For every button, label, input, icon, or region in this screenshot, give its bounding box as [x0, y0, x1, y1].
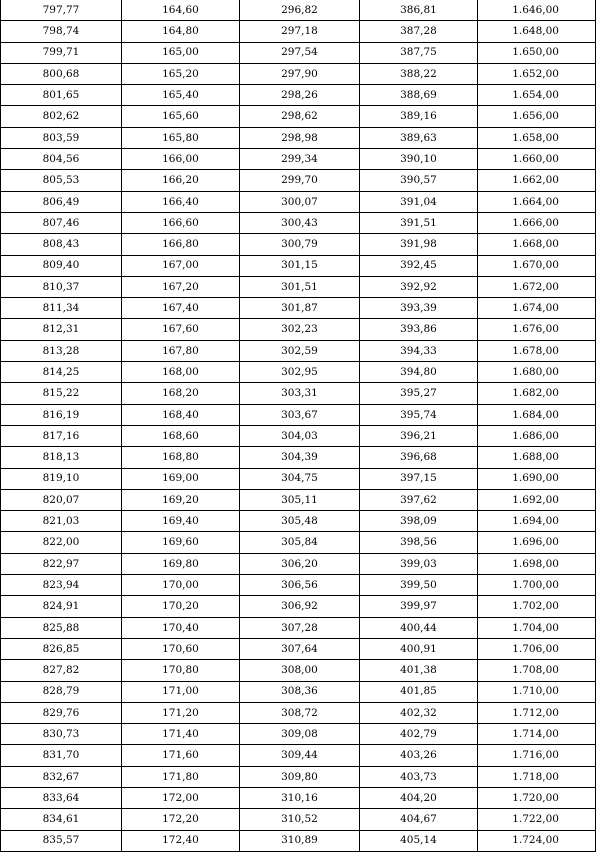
- table-cell: 815,22: [1, 383, 122, 404]
- table-cell: 391,04: [360, 191, 478, 212]
- table-cell: 1.690,00: [478, 468, 596, 489]
- table-cell: 1.680,00: [478, 362, 596, 383]
- table-row: [1, 830, 596, 851]
- table-cell: 1.716,00: [478, 745, 596, 766]
- table-cell: 304,03: [240, 425, 360, 446]
- table-cell: 310,16: [240, 787, 360, 808]
- table-cell: 1.668,00: [478, 234, 596, 255]
- table-cell: 171,00: [122, 681, 240, 702]
- table-body: [1, 0, 596, 851]
- table-cell: 833,64: [1, 787, 122, 808]
- table-cell: 168,20: [122, 383, 240, 404]
- table-cell: 798,74: [1, 21, 122, 42]
- table-cell: 826,85: [1, 638, 122, 659]
- table-cell: 1.702,00: [478, 596, 596, 617]
- table-cell: 401,85: [360, 681, 478, 702]
- table-cell: 817,16: [1, 425, 122, 446]
- table-cell: 165,00: [122, 42, 240, 63]
- table-row: [1, 255, 596, 276]
- table-cell: 170,00: [122, 575, 240, 596]
- table-cell: 164,60: [122, 0, 240, 21]
- table-cell: 827,82: [1, 660, 122, 681]
- table-cell: 814,25: [1, 362, 122, 383]
- table-cell: 824,91: [1, 596, 122, 617]
- table-cell: 302,23: [240, 319, 360, 340]
- table-cell: 830,73: [1, 724, 122, 745]
- table-cell: 1.692,00: [478, 489, 596, 510]
- table-cell: 389,63: [360, 127, 478, 148]
- table-cell: 1.696,00: [478, 532, 596, 553]
- table-cell: 397,15: [360, 468, 478, 489]
- table-cell: 816,19: [1, 404, 122, 425]
- table-cell: 803,59: [1, 127, 122, 148]
- table-cell: 1.700,00: [478, 575, 596, 596]
- table-row: [1, 170, 596, 191]
- table-cell: 398,09: [360, 511, 478, 532]
- table-cell: 1.724,00: [478, 830, 596, 851]
- table-cell: 819,10: [1, 468, 122, 489]
- table-cell: 166,60: [122, 212, 240, 233]
- table-row: [1, 276, 596, 297]
- table-row: [1, 702, 596, 723]
- table-row: [1, 575, 596, 596]
- table-cell: 394,80: [360, 362, 478, 383]
- table-cell: 809,40: [1, 255, 122, 276]
- table-cell: 805,53: [1, 170, 122, 191]
- table-cell: 1.714,00: [478, 724, 596, 745]
- table-cell: 165,40: [122, 85, 240, 106]
- table-cell: 306,92: [240, 596, 360, 617]
- table-cell: 166,40: [122, 191, 240, 212]
- table-cell: 1.704,00: [478, 617, 596, 638]
- table-cell: 304,75: [240, 468, 360, 489]
- table-cell: 169,20: [122, 489, 240, 510]
- table-cell: 301,51: [240, 276, 360, 297]
- table-cell: 305,84: [240, 532, 360, 553]
- table-cell: 168,80: [122, 447, 240, 468]
- table-cell: 395,27: [360, 383, 478, 404]
- table-cell: 387,75: [360, 42, 478, 63]
- table-row: [1, 362, 596, 383]
- table-cell: 405,14: [360, 830, 478, 851]
- table-cell: 305,11: [240, 489, 360, 510]
- table-cell: 310,52: [240, 809, 360, 830]
- table-row: [1, 298, 596, 319]
- table-cell: 807,46: [1, 212, 122, 233]
- table-cell: 169,00: [122, 468, 240, 489]
- table-cell: 170,20: [122, 596, 240, 617]
- table-cell: 303,31: [240, 383, 360, 404]
- table-row: [1, 724, 596, 745]
- table-cell: 390,10: [360, 149, 478, 170]
- table-row: [1, 809, 596, 830]
- table-row: [1, 340, 596, 361]
- table-cell: 1.718,00: [478, 766, 596, 787]
- table-row: [1, 191, 596, 212]
- table-cell: 165,60: [122, 106, 240, 127]
- table-cell: 165,80: [122, 127, 240, 148]
- table-cell: 300,07: [240, 191, 360, 212]
- table-cell: 831,70: [1, 745, 122, 766]
- table-cell: 1.694,00: [478, 511, 596, 532]
- table-cell: 800,68: [1, 63, 122, 84]
- table-cell: 397,62: [360, 489, 478, 510]
- table-cell: 171,80: [122, 766, 240, 787]
- table-cell: 390,57: [360, 170, 478, 191]
- table-cell: 396,68: [360, 447, 478, 468]
- table-cell: 171,20: [122, 702, 240, 723]
- table-cell: 1.656,00: [478, 106, 596, 127]
- table-cell: 399,03: [360, 553, 478, 574]
- table-row: [1, 468, 596, 489]
- table-cell: 400,44: [360, 617, 478, 638]
- table-cell: 403,73: [360, 766, 478, 787]
- table-cell: 300,79: [240, 234, 360, 255]
- table-cell: 1.722,00: [478, 809, 596, 830]
- table-cell: 171,40: [122, 724, 240, 745]
- table-cell: 165,20: [122, 63, 240, 84]
- table-cell: 172,00: [122, 787, 240, 808]
- table-cell: 166,20: [122, 170, 240, 191]
- table-cell: 828,79: [1, 681, 122, 702]
- table-cell: 303,67: [240, 404, 360, 425]
- table-cell: 822,97: [1, 553, 122, 574]
- table-row: [1, 42, 596, 63]
- table-cell: 297,18: [240, 21, 360, 42]
- table-row: [1, 127, 596, 148]
- table-cell: 389,16: [360, 106, 478, 127]
- table-row: [1, 511, 596, 532]
- table-cell: 1.682,00: [478, 383, 596, 404]
- table-row: [1, 447, 596, 468]
- table-cell: 297,54: [240, 42, 360, 63]
- table-row: [1, 149, 596, 170]
- table-cell: 808,43: [1, 234, 122, 255]
- table-cell: 404,20: [360, 787, 478, 808]
- table-cell: 393,39: [360, 298, 478, 319]
- table-cell: 298,26: [240, 85, 360, 106]
- table-cell: 307,28: [240, 617, 360, 638]
- table-cell: 806,49: [1, 191, 122, 212]
- table-cell: 305,48: [240, 511, 360, 532]
- table-cell: 1.684,00: [478, 404, 596, 425]
- table-cell: 391,51: [360, 212, 478, 233]
- table-cell: 298,98: [240, 127, 360, 148]
- table-row: [1, 596, 596, 617]
- table-row: [1, 63, 596, 84]
- table-cell: 832,67: [1, 766, 122, 787]
- table-cell: 398,56: [360, 532, 478, 553]
- table-cell: 164,80: [122, 21, 240, 42]
- table-row: [1, 766, 596, 787]
- table-cell: 166,80: [122, 234, 240, 255]
- table-cell: 1.650,00: [478, 42, 596, 63]
- table-cell: 1.686,00: [478, 425, 596, 446]
- table-cell: 301,87: [240, 298, 360, 319]
- table-cell: 1.662,00: [478, 170, 596, 191]
- table-cell: 172,40: [122, 830, 240, 851]
- table-row: [1, 617, 596, 638]
- table-cell: 797,77: [1, 0, 122, 21]
- table-cell: 167,80: [122, 340, 240, 361]
- table-cell: 386,81: [360, 0, 478, 21]
- table-cell: 299,34: [240, 149, 360, 170]
- table-cell: 300,43: [240, 212, 360, 233]
- table-cell: 1.688,00: [478, 447, 596, 468]
- table-cell: 1.664,00: [478, 191, 596, 212]
- table-cell: 811,34: [1, 298, 122, 319]
- table-cell: 170,80: [122, 660, 240, 681]
- table-cell: 309,08: [240, 724, 360, 745]
- table-cell: 171,60: [122, 745, 240, 766]
- table-cell: 297,90: [240, 63, 360, 84]
- table-cell: 301,15: [240, 255, 360, 276]
- table-cell: 302,95: [240, 362, 360, 383]
- table-cell: 172,20: [122, 809, 240, 830]
- table-cell: 306,56: [240, 575, 360, 596]
- table-cell: 1.666,00: [478, 212, 596, 233]
- table-cell: 167,60: [122, 319, 240, 340]
- table-cell: 818,13: [1, 447, 122, 468]
- table-cell: 1.710,00: [478, 681, 596, 702]
- table-cell: 399,97: [360, 596, 478, 617]
- table-cell: 399,50: [360, 575, 478, 596]
- table-cell: 299,70: [240, 170, 360, 191]
- table-row: [1, 212, 596, 233]
- table-cell: 167,00: [122, 255, 240, 276]
- table-cell: 804,56: [1, 149, 122, 170]
- table-cell: 394,33: [360, 340, 478, 361]
- table-cell: 834,61: [1, 809, 122, 830]
- table-cell: 1.648,00: [478, 21, 596, 42]
- table-cell: 810,37: [1, 276, 122, 297]
- table-cell: 403,26: [360, 745, 478, 766]
- table-cell: 801,65: [1, 85, 122, 106]
- table-cell: 1.698,00: [478, 553, 596, 574]
- table-cell: 1.712,00: [478, 702, 596, 723]
- table-cell: 308,72: [240, 702, 360, 723]
- table-cell: 802,62: [1, 106, 122, 127]
- table-row: [1, 787, 596, 808]
- table-cell: 812,31: [1, 319, 122, 340]
- table-cell: 167,20: [122, 276, 240, 297]
- table-row: [1, 85, 596, 106]
- table-cell: 387,28: [360, 21, 478, 42]
- table-cell: 298,62: [240, 106, 360, 127]
- table-cell: 1.708,00: [478, 660, 596, 681]
- table-cell: 302,59: [240, 340, 360, 361]
- table-cell: 1.674,00: [478, 298, 596, 319]
- table-cell: 813,28: [1, 340, 122, 361]
- table-cell: 1.672,00: [478, 276, 596, 297]
- table-cell: 168,60: [122, 425, 240, 446]
- table-row: [1, 745, 596, 766]
- table-cell: 306,20: [240, 553, 360, 574]
- table-cell: 1.658,00: [478, 127, 596, 148]
- table-row: [1, 532, 596, 553]
- table-cell: 1.678,00: [478, 340, 596, 361]
- table-cell: 1.676,00: [478, 319, 596, 340]
- table-cell: 400,91: [360, 638, 478, 659]
- table-cell: 821,03: [1, 511, 122, 532]
- table-row: [1, 0, 596, 21]
- table-row: [1, 404, 596, 425]
- table-cell: 309,44: [240, 745, 360, 766]
- table-row: [1, 234, 596, 255]
- table-cell: 393,86: [360, 319, 478, 340]
- table-cell: 309,80: [240, 766, 360, 787]
- table-cell: 1.660,00: [478, 149, 596, 170]
- table-cell: 392,45: [360, 255, 478, 276]
- table-cell: 401,38: [360, 660, 478, 681]
- table-cell: 307,64: [240, 638, 360, 659]
- table-cell: 823,94: [1, 575, 122, 596]
- table-cell: 1.670,00: [478, 255, 596, 276]
- table-cell: 404,67: [360, 809, 478, 830]
- table-row: [1, 383, 596, 404]
- table-cell: 822,00: [1, 532, 122, 553]
- table-cell: 799,71: [1, 42, 122, 63]
- table-row: [1, 21, 596, 42]
- table-cell: 835,57: [1, 830, 122, 851]
- table-cell: 169,80: [122, 553, 240, 574]
- table-cell: 169,60: [122, 532, 240, 553]
- table-cell: 396,21: [360, 425, 478, 446]
- table-cell: 308,36: [240, 681, 360, 702]
- table-cell: 402,32: [360, 702, 478, 723]
- table-cell: 308,00: [240, 660, 360, 681]
- table-row: [1, 553, 596, 574]
- table-cell: 825,88: [1, 617, 122, 638]
- table-cell: 1.720,00: [478, 787, 596, 808]
- table-cell: 310,89: [240, 830, 360, 851]
- table-cell: 388,69: [360, 85, 478, 106]
- table-cell: 1.654,00: [478, 85, 596, 106]
- table-cell: 1.646,00: [478, 0, 596, 21]
- table-row: [1, 425, 596, 446]
- table-cell: 1.652,00: [478, 63, 596, 84]
- table-row: [1, 106, 596, 127]
- table-cell: 391,98: [360, 234, 478, 255]
- table-row: [1, 319, 596, 340]
- table-cell: 829,76: [1, 702, 122, 723]
- table-cell: 392,92: [360, 276, 478, 297]
- table-cell: 166,00: [122, 149, 240, 170]
- table-row: [1, 638, 596, 659]
- table-cell: 395,74: [360, 404, 478, 425]
- table-cell: 169,40: [122, 511, 240, 532]
- table-row: [1, 489, 596, 510]
- table-cell: 170,40: [122, 617, 240, 638]
- table-cell: 304,39: [240, 447, 360, 468]
- table-row: [1, 660, 596, 681]
- table-cell: 1.706,00: [478, 638, 596, 659]
- table-cell: 820,07: [1, 489, 122, 510]
- table-cell: 168,00: [122, 362, 240, 383]
- table-cell: 402,79: [360, 724, 478, 745]
- table-cell: 388,22: [360, 63, 478, 84]
- table-cell: 168,40: [122, 404, 240, 425]
- table-cell: 170,60: [122, 638, 240, 659]
- table-cell: 296,82: [240, 0, 360, 21]
- table-row: [1, 681, 596, 702]
- table-cell: 167,40: [122, 298, 240, 319]
